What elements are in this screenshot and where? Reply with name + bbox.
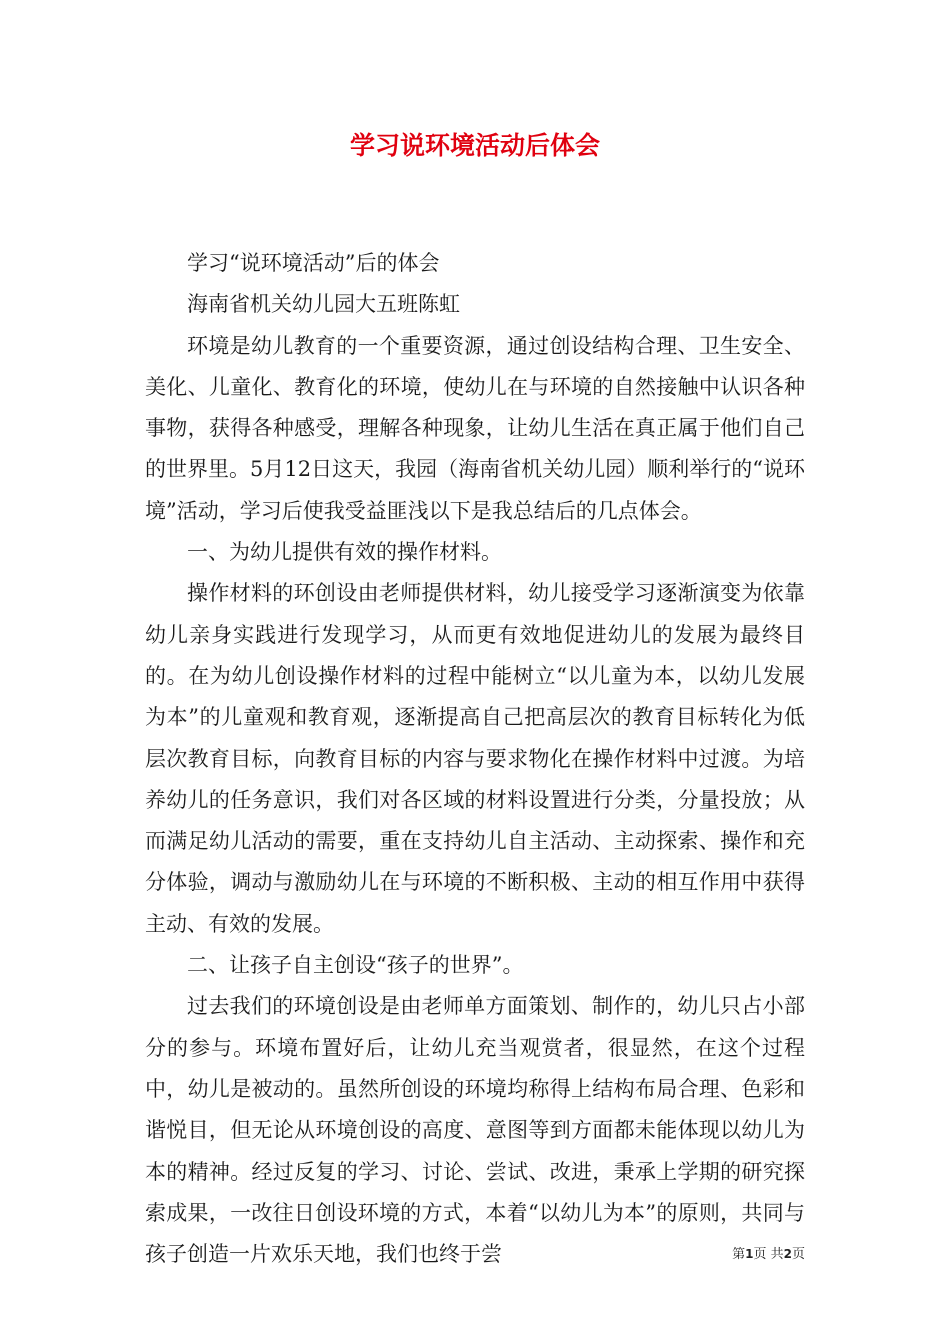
page-number-footer [600, 1245, 805, 1264]
section-paragraph-1: 操作材料的环创设由老师提供材料，幼儿接受学习逐渐演变为依靠幼儿亲身实践进行发现学习，从而更有效地促进幼儿的发展为最终目的。在为幼儿创设操作材料的过程中能树立“以儿童为本，以幼儿发展为本”的儿童观和教育观，逐渐提高自己把高层次的教育目标转化为低层次教育目标，向教育目标的内容与要求物化在操作材料中过渡。为培养幼儿的任务意识，我们对各区域的材料设置进行分类，分量投放；从而满足幼儿活动的需要，重在支持幼儿自主活动、主动探索、操作和充分体验，调动与激励幼儿在与环境的不断积极、主动的相互作用中获得主动、有效的发展。 [145, 581, 805, 936]
intro-paragraph: 环境是幼儿教育的一个重要资源，通过创设结构合理、卫生安全、美化、儿童化、教育化的环境，使幼儿在与环境的自然接触中认识各种事物，获得各种感受，理解各种现象，让幼儿生活在真正属于他们自己的世界里。5月12日这天，我园（海南省机关幼儿园）顺利举行的“说环境”活动，学习后使我受益匪浅以下是我总结后的几点体会。 [145, 333, 805, 523]
current-page-number: 1 [745, 1247, 754, 1261]
section-paragraph-2: 过去我们的环境创设是由老师单方面策划、制作的，幼儿只占小部分的参与。环境布置好后，让幼儿充当观赏者，很显然，在这个过程中，幼儿是被动的。虽然所创设的环境均称得上结构布局合理、色彩和谐悦目，但无论从环境创设的高度、意图等到方面都未能体现以幼儿为本的精神。经过反复的学习、讨论、尝试、改进，秉承上学期的研究探索成果，一改往日创设环境的方式，本着“以幼儿为本”的原则，共同与孩子创造一片欢乐天地，我们也终于尝 [145, 994, 805, 1267]
document-body [145, 243, 805, 1275]
document-title: 学习说环境活动后体会 [349, 131, 600, 160]
footer-middle: 页 共 [753, 1247, 784, 1262]
total-page-number: 2 [783, 1247, 792, 1261]
author-paragraph: 海南省机关幼儿园大五班陈虹 [187, 292, 460, 317]
section-heading-2: 二、让孩子自主创设“孩子的世界”。 [187, 953, 524, 978]
footer-suffix: 页 [791, 1247, 805, 1262]
subtitle-paragraph: 学习“说环境活动”后的体会 [187, 251, 440, 275]
footer-prefix: 第 [732, 1247, 746, 1262]
section-heading-1: 一、为幼儿提供有效的操作材料。 [187, 540, 502, 565]
